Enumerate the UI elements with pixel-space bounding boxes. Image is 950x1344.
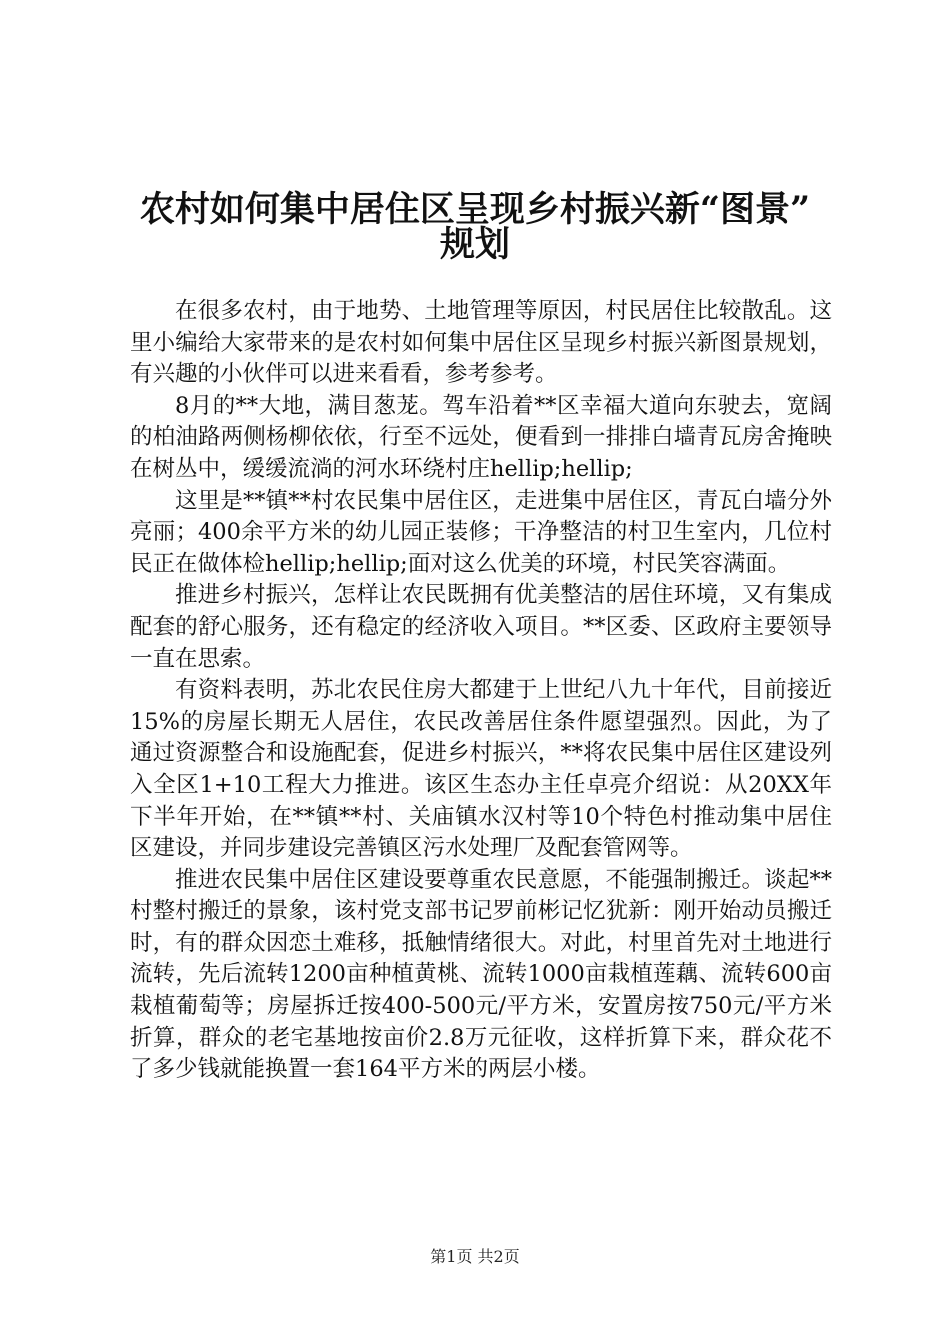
document-title-line-1: 农村如何集中居住区呈现乡村振兴新“图景” xyxy=(139,189,811,230)
document-body xyxy=(130,296,832,1086)
paragraph: 推进乡村振兴，怎样让农民既拥有优美整洁的居住环境，又有集成配套的舒心服务，还有稳定的经济收入项目。**区委、区政府主要领导一直在思索。 xyxy=(130,582,832,672)
page-footer: 第1页 共2页 xyxy=(430,1247,520,1266)
paragraph: 有资料表明，苏北农民住房大都建于上世纪八九十年代，目前接近15%的房屋长期无人居住，农民改善居住条件愿望强烈。因此，为了通过资源整合和设施配套，促进乡村振兴，**将农民集中居住区建设列入全区1+10工程大力推进。该区生态办主任卓亮介绍说：从20XX年下半年开始，在**镇**村、关庙镇水汉村等10个特色村推动集中居住区建设，并同步建设完善镇区污水处理厂及配套管网等。 xyxy=(130,677,832,862)
paragraph: 这里是**镇**村农民集中居住区，走进集中居住区，青瓦白墙分外亮丽；400余平方米的幼儿园正装修；干净整洁的村卫生室内，几位村民正在做体检hellip;hellip;面对这么优美的环境，村民笑容满面。 xyxy=(130,487,832,577)
paragraph: 推进农民集中居住区建设要尊重农民意愿，不能强制搬迁。谈起**村整村搬迁的景象，该村党支部书记罗前彬记忆犹新：刚开始动员搬迁时，有的群众因恋土难移，抵触情绪很大。对此，村里首先对土地进行流转，先后流转1200亩种植黄桃、流转1000亩栽植莲藕、流转600亩栽植葡萄等；房屋拆迁按400-500元/平方米，安置房按750元/平方米折算，群众的老宅基地按亩价2.8万元征收，这样折算下来，群众花不了多少钱就能换置一套164平方米的两层小楼。 xyxy=(130,866,832,1083)
document-title-line-2: 规划 xyxy=(439,224,510,265)
paragraph: 在很多农村，由于地势、土地管理等原因，村民居住比较散乱。这里小编给大家带来的是农村如何集中居住区呈现乡村振兴新图景规划，有兴趣的小伙伴可以进来看看，参考参考。 xyxy=(130,298,832,388)
paragraph: 8月的**大地，满目葱茏。驾车沿着**区幸福大道向东驶去，宽阔的柏油路两侧杨柳依依，行至不远处，便看到一排排白墙青瓦房舍掩映在树丛中，缓缓流淌的河水环绕村庄hellip;hellip; xyxy=(130,392,832,482)
